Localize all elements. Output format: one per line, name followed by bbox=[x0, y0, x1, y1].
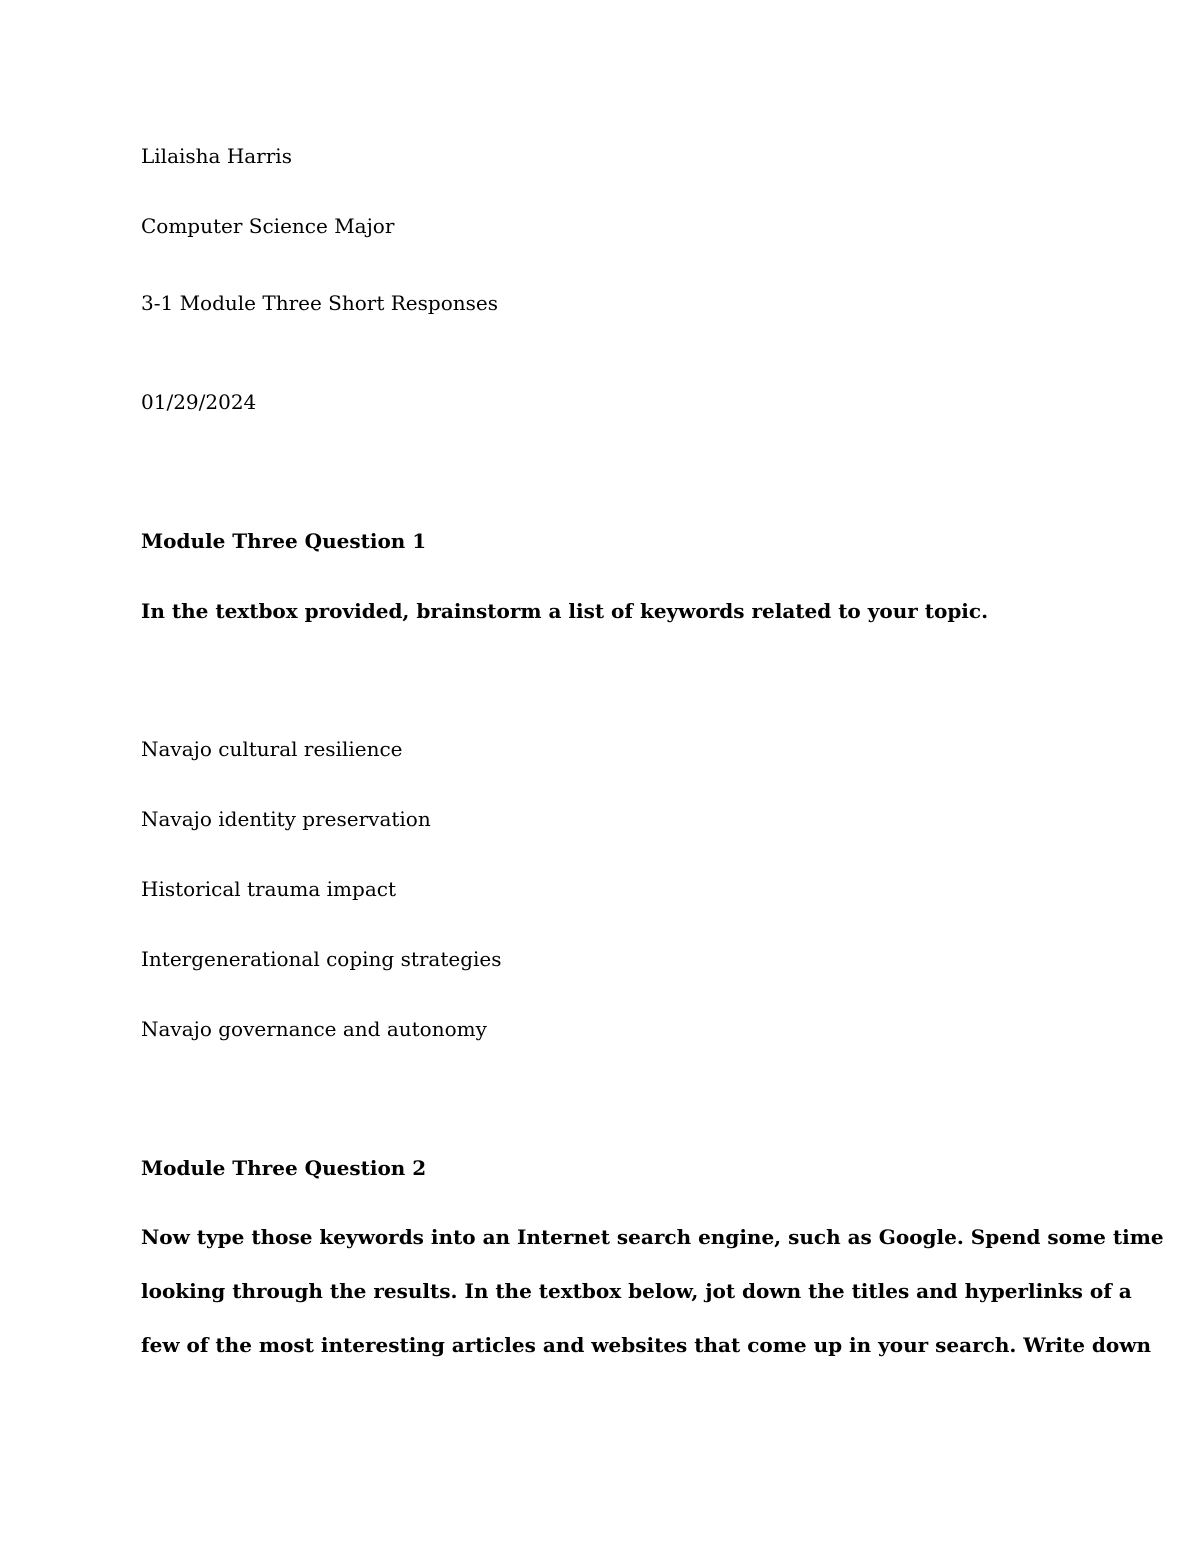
keyword-item: Historical trauma impact bbox=[141, 877, 396, 901]
keyword-item: Intergenerational coping strategies bbox=[141, 947, 502, 971]
keyword-item: Navajo identity preservation bbox=[141, 807, 431, 831]
major-line: Computer Science Major bbox=[141, 214, 395, 238]
date-line: 01/29/2024 bbox=[141, 390, 257, 414]
question-2-heading: Module Three Question 2 bbox=[141, 1156, 427, 1180]
keyword-item: Navajo cultural resilience bbox=[141, 737, 403, 761]
question-1-heading: Module Three Question 1 bbox=[141, 529, 427, 553]
question-2-prompt-line: few of the most interesting articles and websites that come up in your search. Write down bbox=[141, 1333, 1151, 1357]
keyword-item: Navajo governance and autonomy bbox=[141, 1017, 487, 1041]
question-2-prompt-line: Now type those keywords into an Internet search engine, such as Google. Spend some time bbox=[141, 1225, 1164, 1249]
question-2-prompt-line: looking through the results. In the textbox below, jot down the titles and hyperlinks of a bbox=[141, 1279, 1132, 1303]
author-name: Lilaisha Harris bbox=[141, 144, 292, 168]
question-1-prompt: In the textbox provided, brainstorm a list of keywords related to your topic. bbox=[141, 599, 989, 623]
assignment-title: 3-1 Module Three Short Responses bbox=[141, 291, 498, 315]
